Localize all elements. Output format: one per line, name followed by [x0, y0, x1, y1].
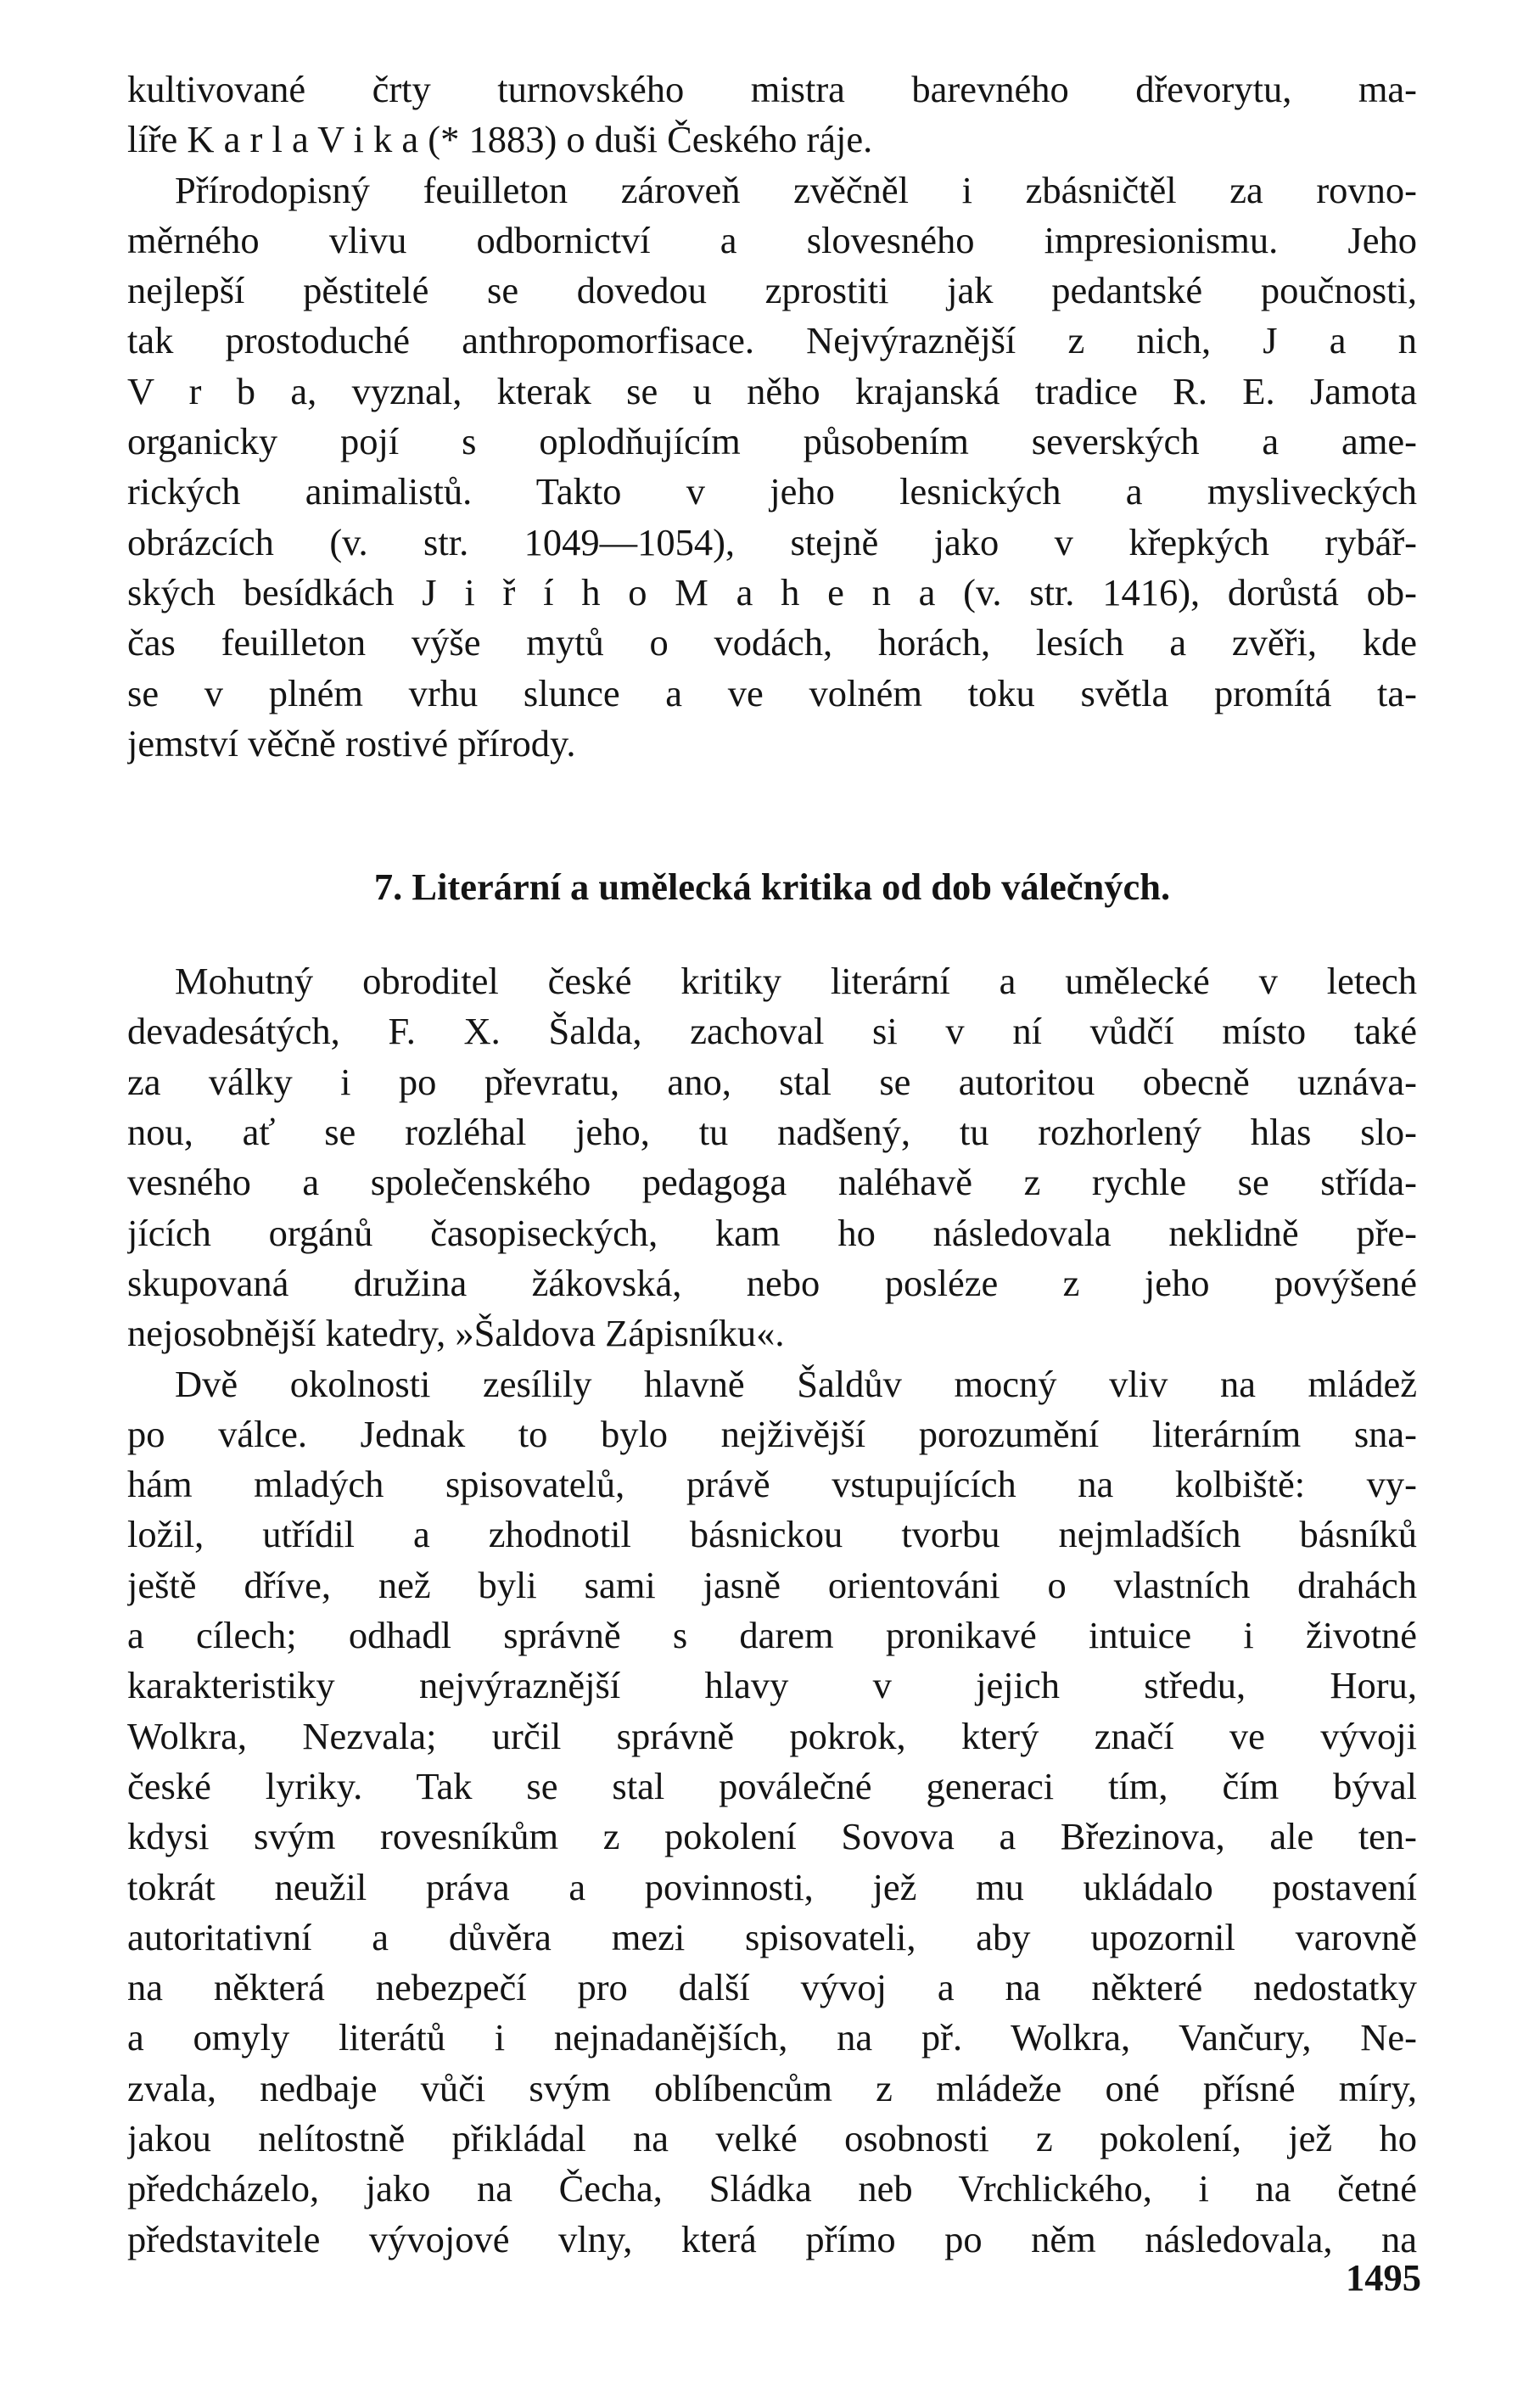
- text-line: organicky pojí s oplodňujícím působením severských a ame-: [127, 420, 1417, 463]
- text-line: jících orgánů časopiseckých, kam ho následovala neklidně pře-: [127, 1211, 1417, 1254]
- page-body: [127, 64, 1417, 2265]
- text-line: čas feuilleton výše mytů o vodách, horách, lesích a zvěři, kde: [127, 621, 1417, 664]
- text-line: měrného vlivu odbornictví a slovesného impresionismu. Jeho: [127, 218, 1417, 261]
- paragraph-2: [127, 956, 1417, 1358]
- text-line: jakou nelítostně přikládal na velké osobnosti z pokolení, jež ho: [127, 2116, 1417, 2159]
- text-line: jemství věčně rostivé přírody.: [127, 721, 576, 765]
- text-line: vesného a společenského pedagoga naléhavě z rychle se střída-: [127, 1161, 1417, 1204]
- text-line: za války i po převratu, ano, stal se autoritou obecně uznáva-: [127, 1060, 1417, 1103]
- text-line: nou, ať se rozléhal jeho, tu nadšený, tu rozhorlený hlas slo-: [127, 1111, 1417, 1154]
- text-line: po válce. Jednak to bylo nejživější porozumění literárním sna-: [127, 1412, 1417, 1455]
- paragraph-1: [127, 64, 1417, 769]
- text-line: Dvě okolnosti zesílily hlavně Šaldův mocný vliv na mládež: [175, 1362, 1417, 1405]
- text-line: rických animalistů. Takto v jeho lesnických a mysliveckých: [127, 470, 1417, 513]
- text-line: a omyly literátů i nejnadanějších, na př. Wolkra, Vančury, Ne-: [127, 2016, 1417, 2059]
- text-line: devadesátých, F. X. Šalda, zachoval si v ní vůdčí místo také: [127, 1010, 1417, 1053]
- text-line: předcházelo, jako na Čecha, Sládka neb Vrchlického, i na četné: [127, 2167, 1417, 2210]
- text-line: kultivované črty turnovského mistra barevného dřevorytu, ma-: [127, 68, 1417, 110]
- text-line: na některá nebezpečí pro další vývoj a na některé nedostatky: [127, 1966, 1417, 2009]
- text-line: Wolkra, Nezvala; určil správně pokrok, který značí ve vývoji: [127, 1714, 1417, 1757]
- section-heading: 7. Literární a umělecká kritika od dob válečných.: [373, 865, 1171, 909]
- text-line: Mohutný obroditel české kritiky literární a umělecké v letech: [175, 960, 1417, 1003]
- text-line: líře K a r l a V i k a (* 1883) o duši Českého ráje.: [127, 118, 873, 161]
- text-line: V r b a, vyznal, kterak se u něho krajanská tradice R. E. Jamota: [127, 369, 1417, 412]
- text-line: a cílech; odhadl správně s darem pronikavé intuice i životné: [127, 1614, 1417, 1657]
- text-line: tokrát neužil práva a povinnosti, jež mu ukládalo postavení: [127, 1865, 1417, 1908]
- text-line: obrázcích (v. str. 1049—1054), stejně jako v křepkých rybář-: [127, 520, 1417, 563]
- page-number: 1495: [1346, 2256, 1421, 2299]
- text-line: ských besídkách J i ř í h o M a h e n a (v. str. 1416), dorůstá ob-: [127, 570, 1417, 613]
- text-line: tak prostoduché anthropomorfisace. Nejvýraznější z nich, J a n: [127, 319, 1417, 362]
- text-line: české lyriky. Tak se stal poválečné generaci tím, čím býval: [127, 1764, 1417, 1807]
- text-line: Přírodopisný feuilleton zároveň zvěčněl i zbásničtěl za rovno-: [175, 168, 1417, 211]
- text-line: zvala, nedbaje vůči svým oblíbencům z mládeže oné přísné míry,: [127, 2066, 1417, 2109]
- text-line: hám mladých spisovatelů, právě vstupujících na kolbiště: vy-: [127, 1463, 1417, 1506]
- text-line: představitele vývojové vlny, která přímo po něm následovala, na: [127, 2217, 1417, 2260]
- text-line: ještě dříve, než byli sami jasně orientováni o vlastních drahách: [127, 1563, 1417, 1606]
- paragraph-3: [127, 1359, 1417, 2265]
- text-line: autoritativní a důvěra mezi spisovateli, aby upozornil varovně: [127, 1915, 1417, 1958]
- text-line: se v plném vrhu slunce a ve volném toku světla promítá ta-: [127, 671, 1417, 714]
- text-line: ložil, utřídil a zhodnotil básnickou tvorbu nejmladších básníků: [127, 1513, 1417, 1556]
- text-line: skupovaná družina žákovská, nebo posléze z jeho povýšené: [127, 1261, 1417, 1304]
- text-line: nejosobnější katedry, »Šaldova Zápisníku«.: [127, 1312, 785, 1355]
- text-line: nejlepší pěstitelé se dovedou zprostiti jak pedantské poučnosti,: [127, 269, 1417, 312]
- text-line: kdysi svým rovesníkům z pokolení Sovova a Březinova, ale ten-: [127, 1815, 1417, 1858]
- text-line: karakteristiky nejvýraznější hlavy v jejich středu, Horu,: [127, 1664, 1417, 1707]
